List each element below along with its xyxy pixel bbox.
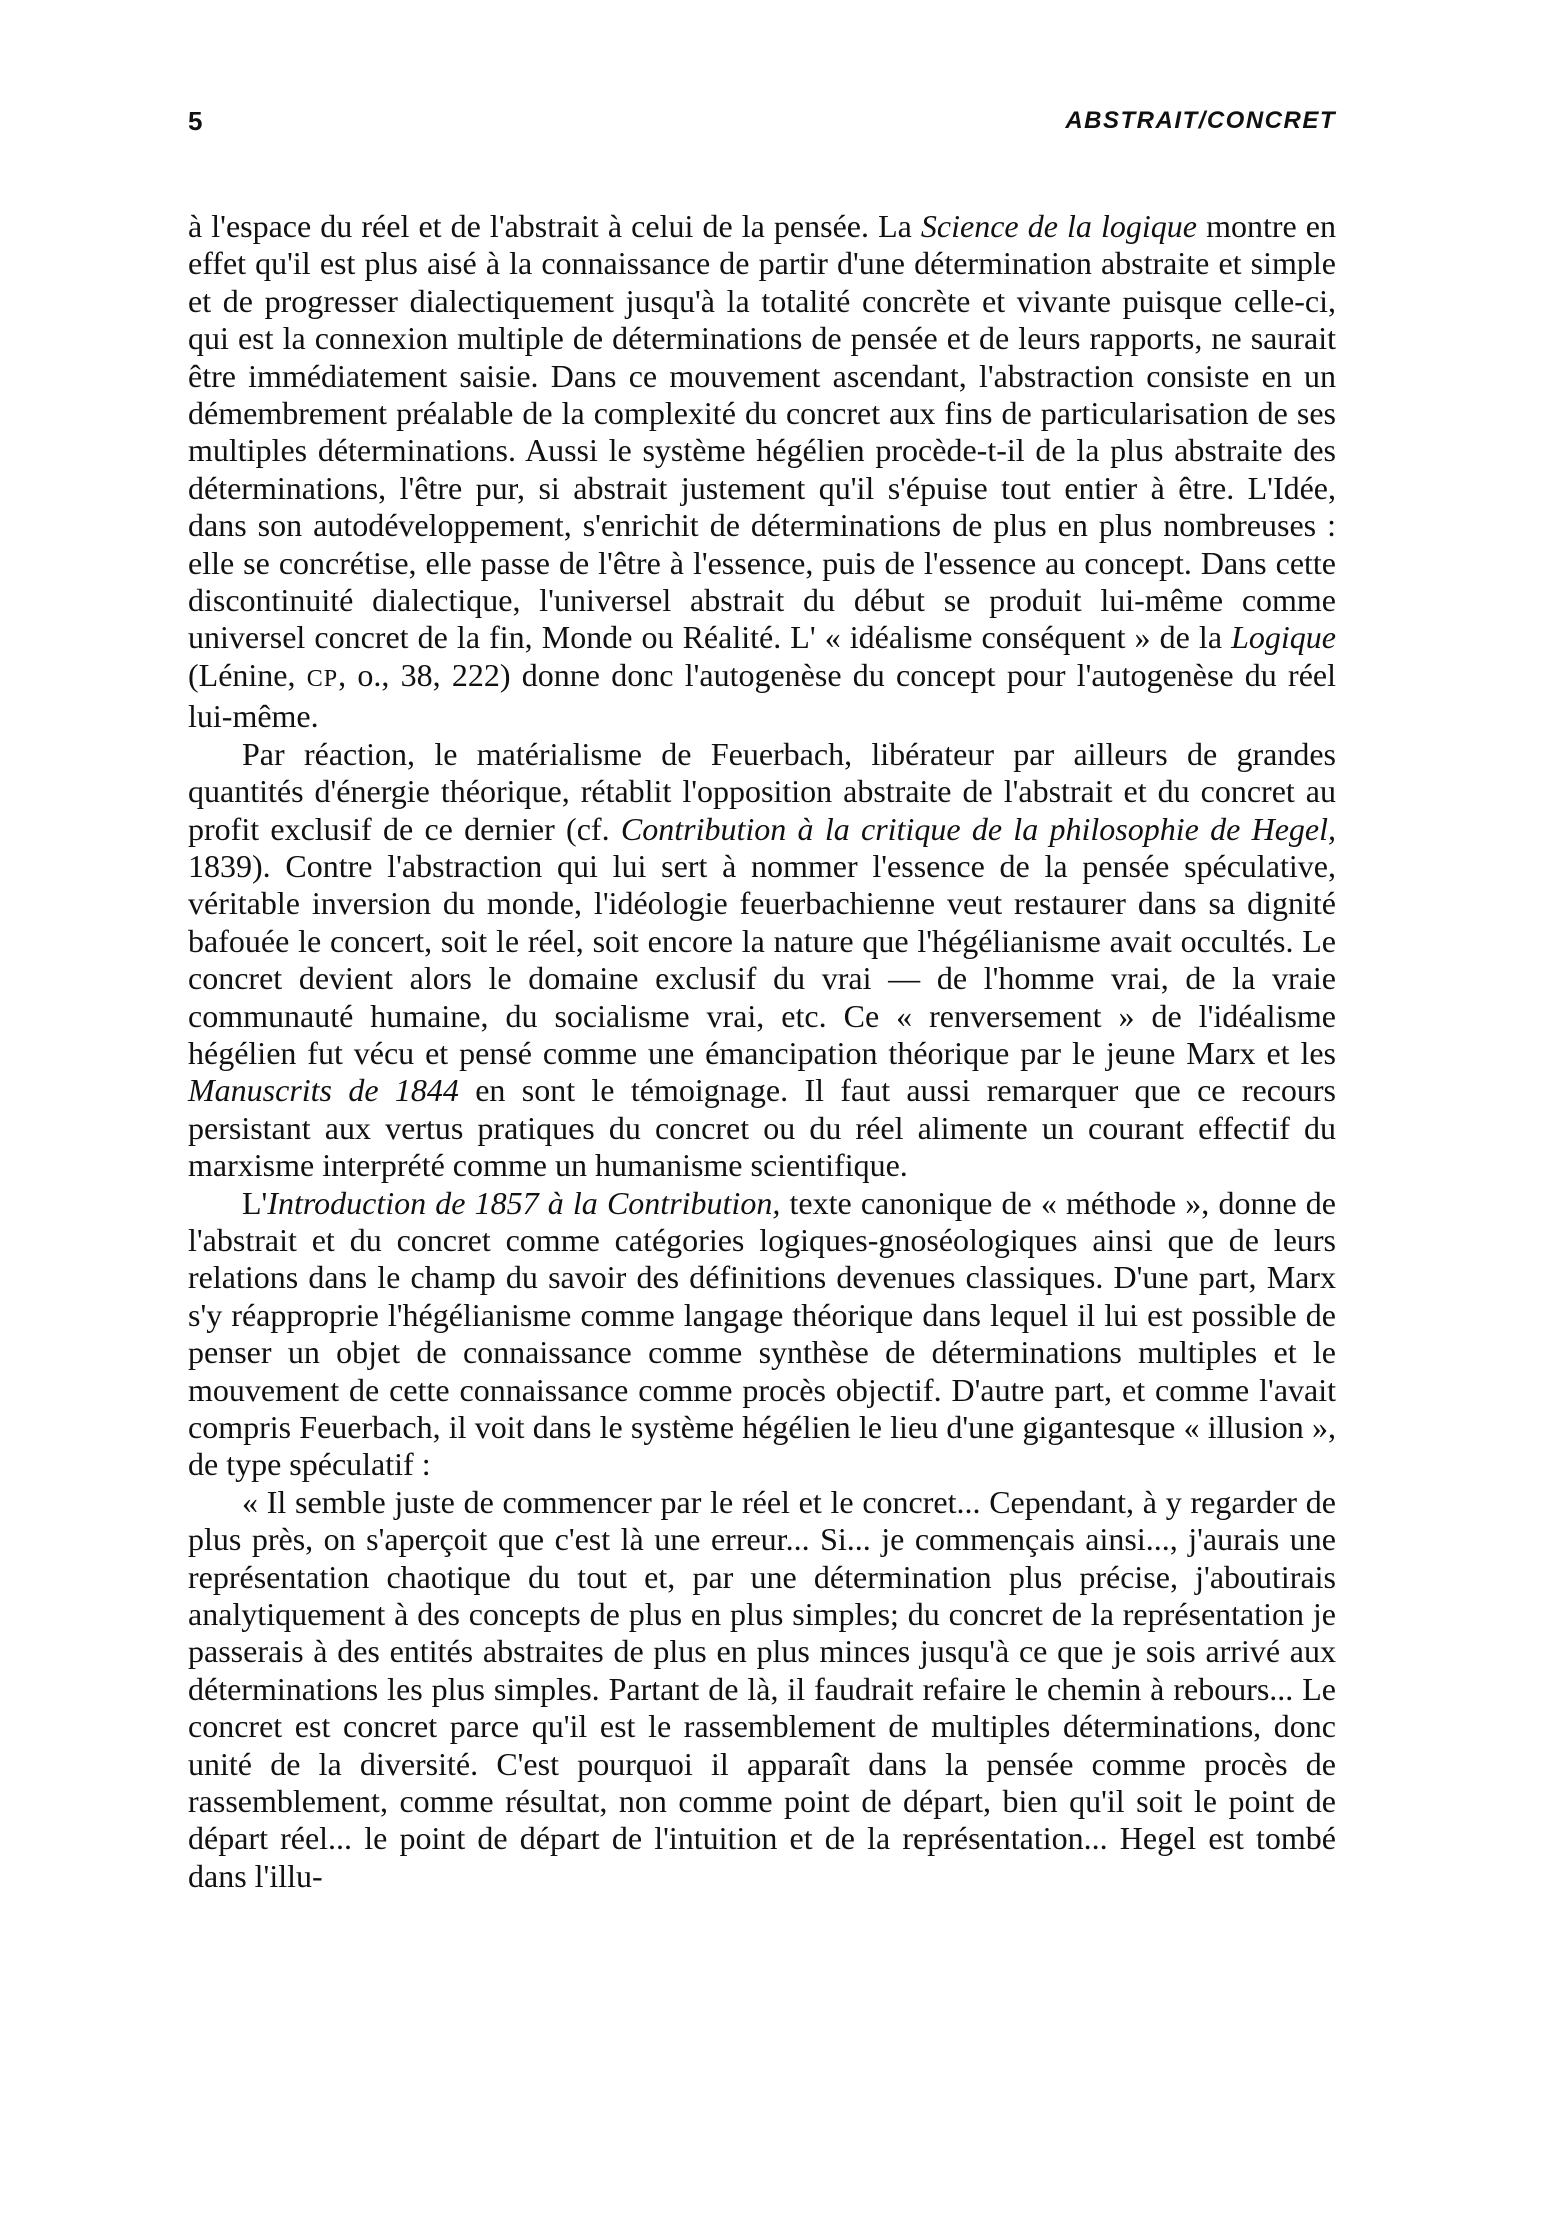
- text-run: (Lénine,: [188, 656, 307, 693]
- paragraph: [188, 736, 1336, 1185]
- text-run: « Il semble juste de commencer par le réel et le concret... Cependant, à y regarder de plus près, on s'aperçoit que c'est là une erreur... Si... je commençais ainsi..., j'aurais une représentation chaotique du tout et, par une détermination plus précise, j'aboutirais analytiquement à des concepts de plus en plus simples; du concret de la représentation je passerais à des entités abstraites de plus en plus minces jusqu'à ce que je sois arrivé aux déterminations les plus simples. Partant de là, il faudrait refaire le chemin à rebours... Le concret est concret parce qu'il est le rassemblement de multiples déterminations, donc unité de la diversité. C'est pourquoi il apparaît dans la pensée comme procès de rassemblement, comme résultat, non comme point de départ, bien qu'il soit le point de départ réel... le point de départ de l'intuition et de la représentation... Hegel est tombé dans l'illu-: [188, 1483, 1336, 1894]
- paragraph: [188, 1484, 1336, 1895]
- text-run: montre en effet qu'il est plus aisé à la connaissance de partir d'une détermination abstraite et simple et de progresser dialectiquement jusqu'à la totalité concrète et vivante puisque celle-ci, qui est la connexion multiple de déterminations de pensée et de leurs rapports, ne saurait être immédiatement saisie. Dans ce mouvement ascendant, l'abstraction consiste en un démembrement préalable de la complexité du concret aux fins de particularisation de ses multiples déterminations. Aussi le système hégélien procède-t-il de la plus abstraite des déterminations, l'être pur, si abstrait justement qu'il s'épuise tout entier à être. L'Idée, dans son autodéveloppement, s'enrichit de déterminations de plus en plus nombreuses : elle se concrétise, elle passe de l'être à l'essence, puis de l'essence au concept. Dans cette discontinuité dialectique, l'universel abstrait du début se produit lui-même comme universel concret de la fin, Monde ou Réalité. L' « idéalisme conséquent » de la: [188, 208, 1337, 656]
- text-run: , o., 38, 222) donne donc l'autogenèse du concept pour l'autogenèse du réel lui-même.: [188, 656, 1337, 735]
- text-run: à l'espace du réel et de l'abstrait à celui de la pensée. La: [188, 208, 921, 244]
- small-caps-text: CP: [306, 665, 339, 692]
- italic-text: Contribution à la critique de la philosophie de Hegel,: [620, 810, 1337, 847]
- text-run: 1839). Contre l'abstraction qui lui sert à nommer l'essence de la pensée spéculative, véritable inversion du monde, l'idéologie feuerbachienne veut restaurer dans sa dignité bafouée le concert, soit le réel, soit encore la nature que l'hégélianisme avait occultés. Le concret devient alors le domaine exclusif du vrai — de l'homme vrai, de la vraie communauté humaine, du socialisme vrai, etc. Ce « renversement » de l'idéalisme hégélien fut vécu et pensé comme une émancipation théorique par le jeune Marx et les: [188, 847, 1336, 1071]
- italic-text: Manuscrits de 1844: [188, 1072, 459, 1109]
- text-run: texte canonique de « méthode », donne de l'abstrait et du concret comme catégories logiques-gnoséologiques ainsi que de leurs relations dans le champ du savoir des définitions devenues classiques. D'une part, Marx s'y réapproprie l'hégélianisme comme langage théorique dans lequel il lui est possible de penser un objet de connaissance comme synthèse de déterminations multiples et le mouvement de cette connaissance comme procès objectif. D'autre part, et comme l'avait compris Feuerbach, il voit dans le système hégélien le lieu d'une gigantesque « illusion », de type spéculatif :: [188, 1184, 1337, 1483]
- italic-text: Logique: [1231, 619, 1336, 656]
- italic-text: Introduction de 1857 à la Contribution,: [267, 1184, 781, 1221]
- italic-text: Science de la logique: [920, 208, 1197, 244]
- running-head: ABSTRAIT/CONCRET: [1065, 107, 1336, 134]
- text-run: en sont le témoignage. Il faut aussi remarquer que ce recours persistant aux vertus pratiques du concret ou du réel alimente un courant effectif du marxisme interprété comme un humanisme scientifique.: [188, 1072, 1337, 1184]
- body-text: [188, 208, 1336, 1895]
- page-header: [188, 104, 1336, 144]
- paragraph: [188, 208, 1336, 736]
- page-number: 5: [188, 106, 203, 136]
- text-run: Par réaction, le matérialisme de Feuerbach, libérateur par ailleurs de grandes quantités d'énergie théorique, rétablit l'opposition abstraite de l'abstrait et du concret au profit exclusif de ce dernier (cf.: [188, 735, 1336, 847]
- text-run: L': [242, 1184, 268, 1221]
- paragraph: [188, 1185, 1336, 1484]
